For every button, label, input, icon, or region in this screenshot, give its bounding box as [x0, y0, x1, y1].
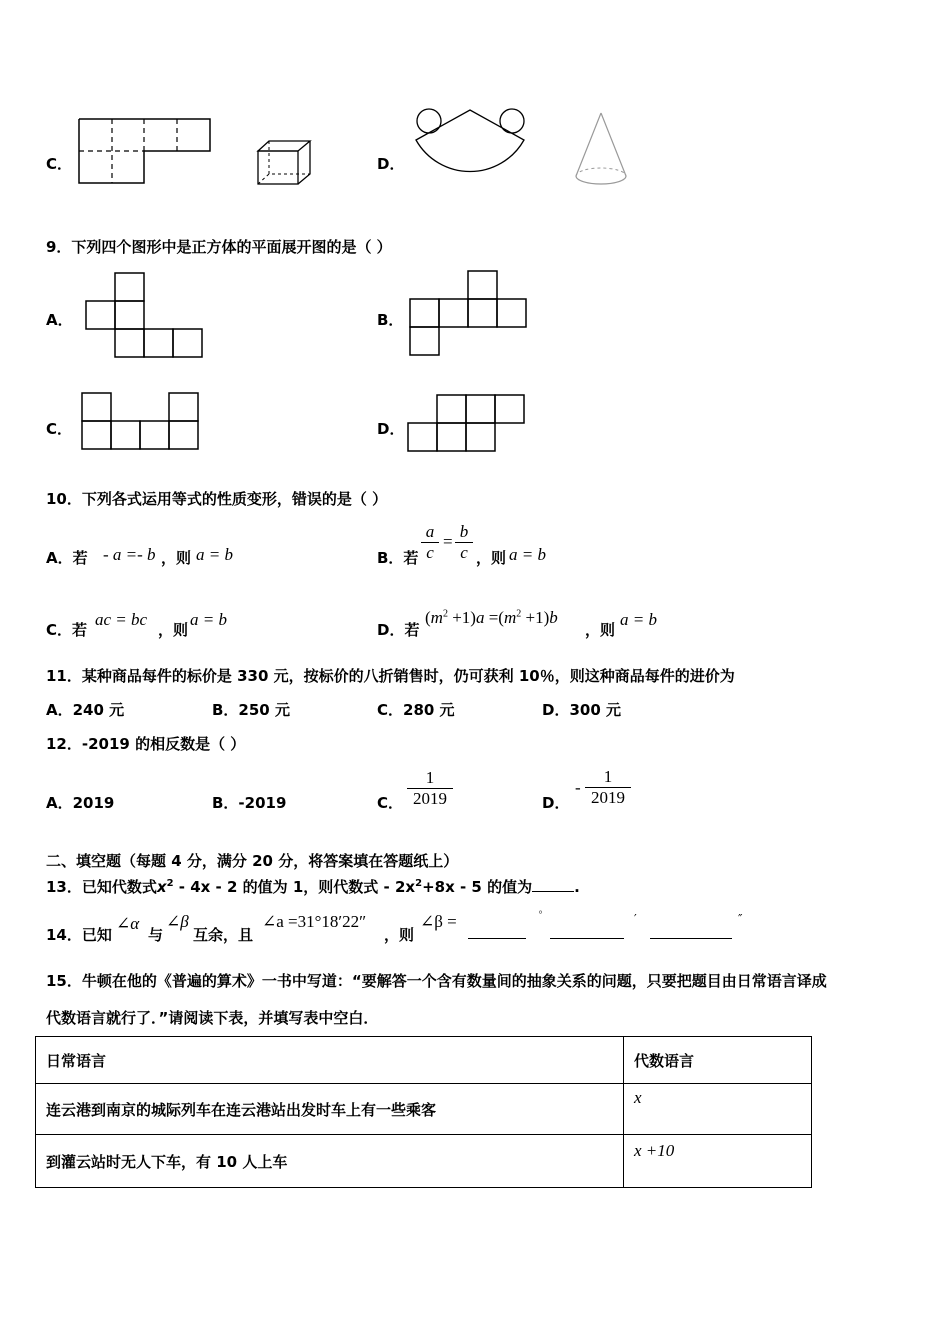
table-cell-daily: 到灌云站时无人下车，有 10 人上车 — [36, 1135, 624, 1188]
q9-b-net-figure — [410, 270, 528, 358]
q10-c-condition: ac = bc — [95, 610, 148, 629]
q8-c-unfold-figure — [78, 118, 213, 184]
table-cell-daily: 连云港到南京的城际列车在连云港站出发时车上有一些乘客 — [36, 1084, 624, 1135]
q11-option-c: C．280 元 — [377, 701, 455, 719]
q10-d-result: a = b — [620, 610, 657, 629]
q10-a-condition: - a =- b — [103, 545, 156, 564]
q14-given-angle: ∠a =31°18′22″ — [262, 912, 367, 931]
q11-option-d: D．300 元 — [542, 701, 621, 719]
q12-option-c-label: C． — [377, 794, 404, 812]
q10-b-equals: = — [443, 532, 453, 551]
q8-c-cube-figure — [257, 140, 313, 186]
q11-stem: 11．某种商品每件的标价是 330 元，按标价的八折销售时，仍可获利 10％，则这种商品每件的进价为 — [46, 667, 735, 685]
q12-c-fraction: $\frac{1}{2019}$ — [407, 768, 453, 809]
table-cell-algebra: x — [634, 1088, 642, 1107]
q14-blank-minutes[interactable] — [550, 924, 624, 939]
table-row — [36, 1084, 812, 1135]
q14-beta: ∠β — [166, 912, 189, 931]
q8-d-cone-figure — [573, 112, 629, 188]
q12-option-d-label: D． — [542, 794, 570, 812]
q13-answer-blank[interactable] — [532, 891, 574, 892]
q11-option-a: A．240 元 — [46, 701, 125, 719]
q13-x: x — [156, 878, 167, 896]
q9-option-b-label: B． — [377, 311, 404, 329]
q10-b-then: ，则 — [476, 549, 507, 567]
q8-option-c-label: C． — [46, 155, 73, 173]
q12-option-b: B．-2019 — [212, 794, 287, 812]
table-header-daily: 日常语言 — [36, 1037, 624, 1084]
q14-then: ，则 — [384, 926, 415, 944]
q9-option-a-label: A． — [46, 311, 73, 329]
q14-blank-seconds[interactable] — [650, 924, 732, 939]
table-header-row — [36, 1037, 812, 1084]
q15-translation-table — [35, 1036, 812, 1188]
q8-d-sector-figure — [408, 104, 532, 184]
q10-c-result: a = b — [190, 610, 227, 629]
q10-b-fraction-left: $\frac{a}{c}$ — [421, 522, 439, 563]
q10-b-fraction-right: $\frac{b}{c}$ — [455, 522, 473, 563]
q9-option-c-label: C． — [46, 420, 73, 438]
table-header-algebra: 代数语言 — [624, 1037, 812, 1084]
q12-stem: 12．-2019 的相反数是（ ） — [46, 735, 246, 753]
q14-blank-degrees[interactable] — [468, 924, 526, 939]
q10-d-then: ，则 — [585, 621, 616, 639]
q10-stem: 10．下列各式运用等式的性质变形，错误的是（ ） — [46, 490, 388, 508]
q9-stem: 9．下列四个图形中是正方体的平面展开图的是（ ） — [46, 238, 392, 256]
q10-a-then: ，则 — [161, 549, 192, 567]
q10-a-label: A．若 — [46, 549, 88, 567]
q12-d-fraction: $\frac{1}{2019}$ — [585, 767, 631, 808]
q9-d-net-figure — [408, 394, 526, 454]
q10-c-label: C．若 — [46, 621, 88, 639]
q14-mid: 互余，且 — [193, 926, 254, 944]
q12-option-a: A．2019 — [46, 794, 115, 812]
q10-b-label: B．若 — [377, 549, 419, 567]
q15-line2: 代数语言就行了．”请阅读下表，并填写表中空白． — [46, 1009, 379, 1027]
q14-answer-label: ∠β = — [420, 912, 457, 931]
q10-d-condition: $(m^2 +1)a =(m^2 +1)b$ — [425, 608, 558, 627]
q14-second-mark: ″ — [738, 912, 743, 926]
table-cell-algebra: x +10 — [634, 1141, 675, 1160]
q13-text: 13．已知代数式$x^2 - 4x - 2$ 的值为 1，则代数式 - $2x^2+8x - 5$ 的值为 . — [46, 878, 580, 896]
table-row — [36, 1135, 812, 1188]
q11-option-b: B．250 元 — [212, 701, 290, 719]
q9-a-net-figure — [86, 272, 204, 360]
q12-d-minus: - — [575, 778, 581, 797]
q14-degree-mark: ° — [538, 910, 543, 921]
q9-option-d-label: D． — [377, 420, 405, 438]
q10-d-label: D．若 — [377, 621, 420, 639]
q14-alpha: ∠α — [116, 914, 140, 933]
q9-c-net-figure — [82, 392, 200, 452]
q15-line1: 15．牛顿在他的《普遍的算术》一书中写道：“要解答一个含有数量间的抽象关系的问题，只要把题目由日常语言译成 — [46, 972, 827, 990]
q10-c-then: ，则 — [158, 621, 189, 639]
q10-a-result: a = b — [196, 545, 233, 564]
q14-with: 与 — [148, 926, 164, 944]
q14-prefix: 14．已知 — [46, 926, 112, 944]
q10-b-result: a = b — [509, 545, 546, 564]
q14-minute-mark: ′ — [634, 912, 637, 926]
q8-option-d-label: D． — [377, 155, 405, 173]
section2-title: 二、填空题（每题 4 分，满分 20 分，将答案填在答题纸上） — [46, 852, 459, 870]
